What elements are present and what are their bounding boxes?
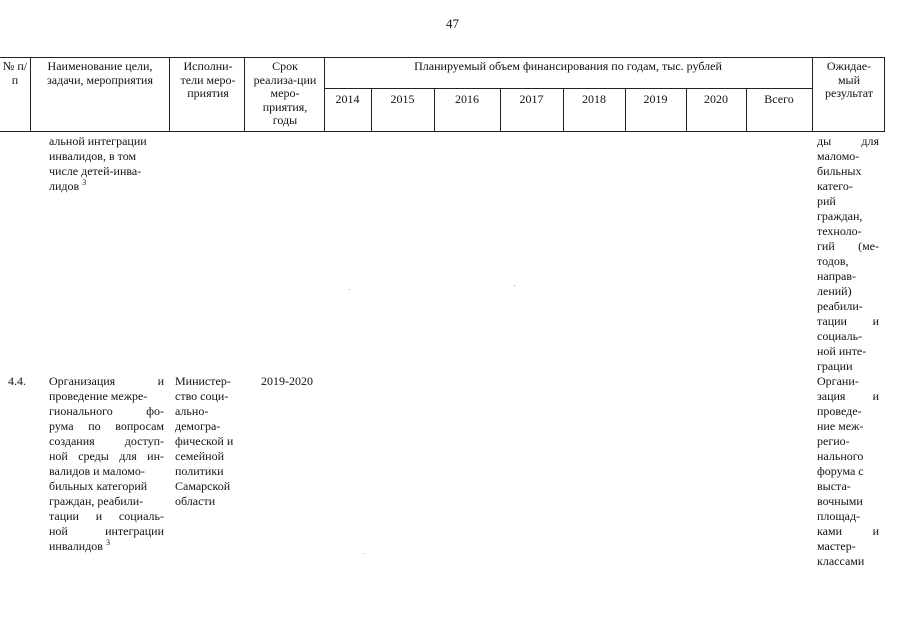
header-bottom-border xyxy=(0,131,884,132)
row-44-result-line: ками и xyxy=(817,524,879,538)
cont-result-cell xyxy=(817,134,879,374)
header-period: Срок реализа-ции меро-приятия, годы xyxy=(253,59,317,127)
row-44-name-line: ной интеграции xyxy=(49,524,164,538)
cont-name-line: инвалидов, в том xyxy=(49,149,137,163)
cont-name-line: лидов xyxy=(49,179,80,193)
row-44-result-cell xyxy=(817,374,879,569)
row-44-executor-line: семейной xyxy=(175,449,224,463)
row-44-name-line: инвалидов xyxy=(49,539,103,553)
row-44-executor-line: области xyxy=(175,494,216,508)
row-44-name-line: создания доступ- xyxy=(49,434,164,448)
year-2020: 2020 xyxy=(704,92,728,106)
col-border xyxy=(30,57,31,132)
year-2016: 2016 xyxy=(455,92,479,106)
cont-result-line: ной инте- xyxy=(817,344,867,358)
cont-result-line: граждан, xyxy=(817,209,863,223)
col-border xyxy=(812,57,813,132)
col-border xyxy=(169,57,170,132)
year-total: Всего xyxy=(764,92,794,106)
row-44-result-line: проведе- xyxy=(817,404,862,418)
col-border xyxy=(884,57,885,132)
header-name: Наименование цели, задачи, мероприятия xyxy=(47,59,153,87)
row-44-result-line: регио- xyxy=(817,434,850,448)
cont-result-line: лений) xyxy=(817,284,852,298)
row-44-executor-line: ство соци- xyxy=(175,389,229,403)
cont-name-line: альной интеграции xyxy=(49,134,147,148)
cont-result-line: социаль- xyxy=(817,329,863,343)
cont-result-line: рий xyxy=(817,194,836,208)
year-2015: 2015 xyxy=(390,92,415,106)
row-44-executor-line: политики xyxy=(175,464,224,478)
year-2017: 2017 xyxy=(519,92,544,106)
row-44-executor-line: демогра- xyxy=(175,419,221,433)
row-44-result-line: классами xyxy=(817,554,865,568)
row-44-executor-cell xyxy=(175,374,243,509)
row-44-name-cell xyxy=(49,374,164,554)
row-44-result-line: вочными xyxy=(817,494,863,508)
cont-result-line: катего- xyxy=(817,179,853,193)
scan-speck xyxy=(514,285,515,286)
row-44-name-line: рума по вопросам xyxy=(49,419,164,433)
row-44-executor-line: ально- xyxy=(175,404,209,418)
row-44-executor-line: фической и xyxy=(175,434,234,448)
table-top-border xyxy=(0,57,884,58)
cont-result-line: реабили- xyxy=(817,299,863,313)
footnote-ref: 3 xyxy=(82,178,87,187)
cont-result-line: тодов, xyxy=(817,254,849,268)
row-44-name-line: Организация и xyxy=(49,374,164,388)
row-44-result-line: ние меж- xyxy=(817,419,864,433)
header-executors: Исполни-тели меро-приятия xyxy=(180,59,236,100)
cont-result-line: техноло- xyxy=(817,224,862,238)
header-funding: Планируемый объем финансирования по годам, тыс. рублей xyxy=(414,59,722,73)
row-44-name-line: тации и социаль- xyxy=(49,509,164,523)
page-number: 47 xyxy=(446,16,459,31)
cont-result-line: направ- xyxy=(817,269,856,283)
year-2014: 2014 xyxy=(335,92,360,106)
cont-result-line: ды для xyxy=(817,134,879,148)
row-44-name-line: граждан, реабили- xyxy=(49,494,144,508)
cont-result-line: бильных xyxy=(817,164,862,178)
scan-speck xyxy=(363,553,364,554)
row-44-result-line: мастер- xyxy=(817,539,856,553)
row-44-name-line: ной среды для ин- xyxy=(49,449,164,463)
row-44-num: 4.4. xyxy=(8,374,26,388)
cont-result-line: тации и xyxy=(817,314,879,328)
row-44-name-line: валидов и маломо- xyxy=(49,464,145,478)
year-2018: 2018 xyxy=(582,92,606,106)
row-44-result-line: Органи- xyxy=(817,374,859,388)
footnote-ref: 3 xyxy=(105,538,110,547)
row-44-name-line: гионального фо- xyxy=(49,404,164,418)
year-2019: 2019 xyxy=(643,92,668,106)
row-44-period: 2019-2020 xyxy=(261,374,313,388)
cont-name-line: числе детей-инва- xyxy=(49,164,142,178)
row-44-result-line: зация и xyxy=(817,389,879,403)
row-44-result-line: нального xyxy=(817,449,864,463)
row-44-name-line: проведение межре- xyxy=(49,389,148,403)
row-44-result-line: площад- xyxy=(817,509,861,523)
header-result: Ожидае-мый результат xyxy=(824,59,874,100)
cont-name-cell xyxy=(49,134,164,194)
row-44-name-line: бильных категорий xyxy=(49,479,148,493)
header-num: № п/п xyxy=(2,59,28,87)
row-44-result-line: форума с xyxy=(817,464,864,478)
row-44-executor-line: Министер- xyxy=(175,374,231,388)
row-44-executor-line: Самарской xyxy=(175,479,231,493)
cont-result-line: маломо- xyxy=(817,149,860,163)
scan-speck xyxy=(349,289,350,290)
row-44-result-line: выста- xyxy=(817,479,851,493)
col-border xyxy=(244,57,245,132)
year-row-border xyxy=(324,88,812,89)
cont-result-line: гий (ме- xyxy=(817,239,879,253)
cont-result-line: грации xyxy=(817,359,853,373)
